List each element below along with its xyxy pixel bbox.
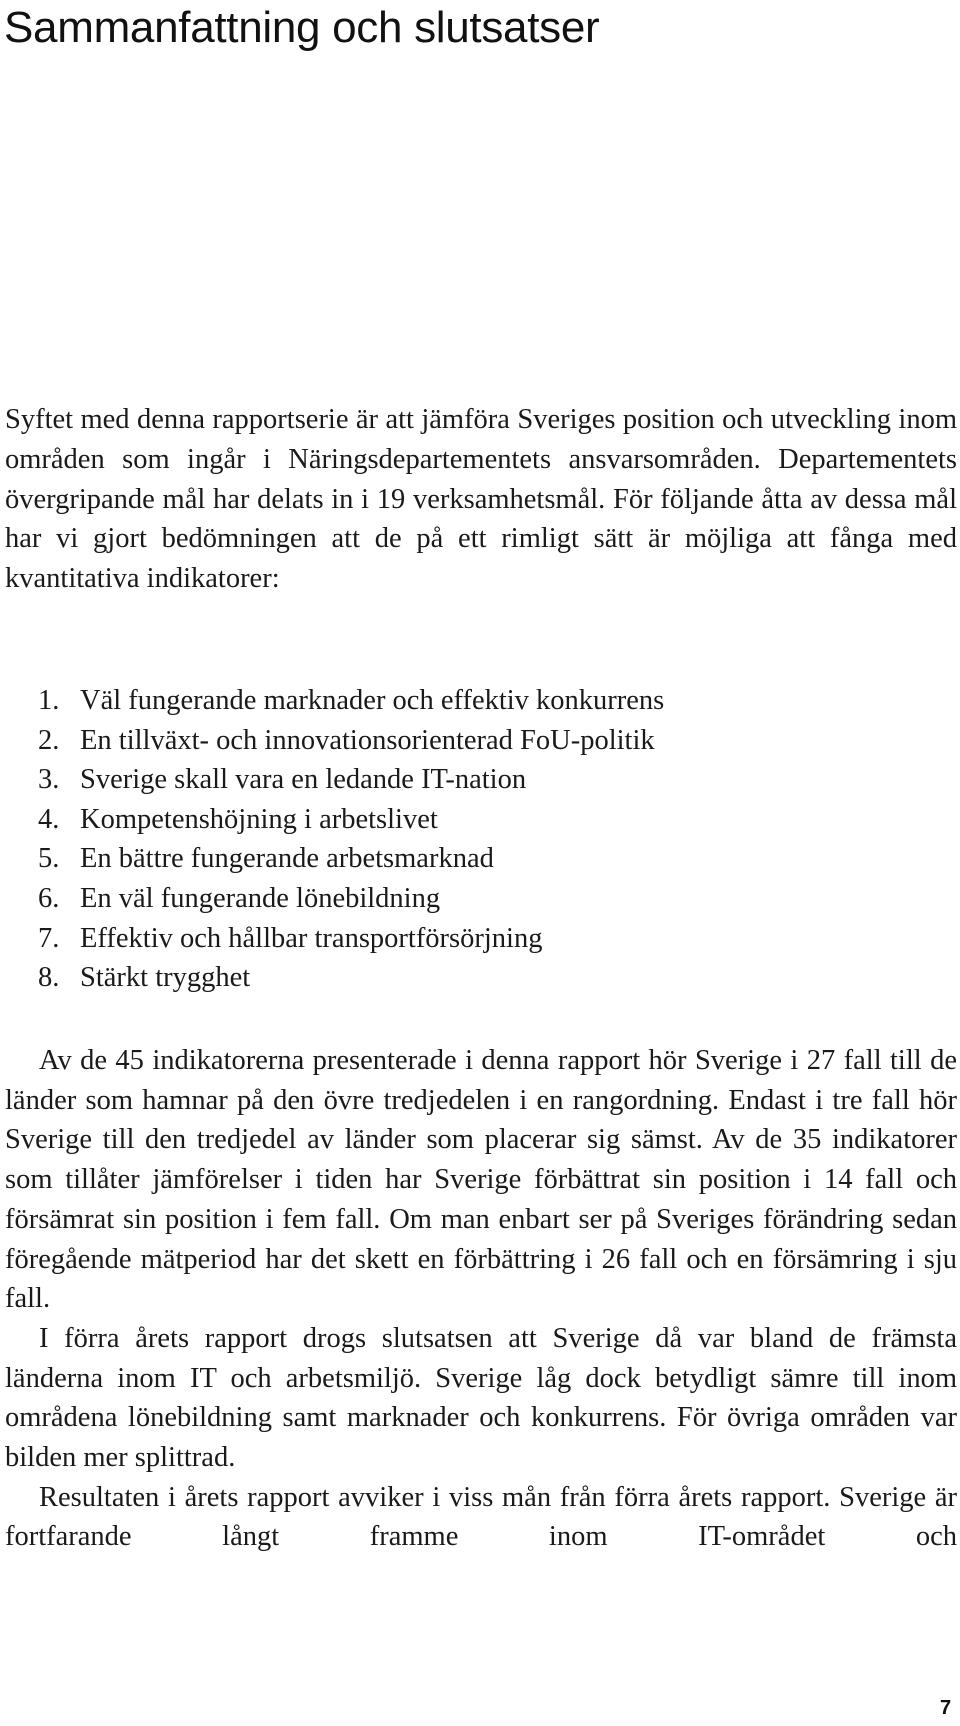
list-item-text: En tillväxt- och innovationsorienterad FoU-politik [80,724,655,756]
list-item [38,919,664,959]
list-item [38,958,664,998]
page-number: 7 [940,1697,952,1719]
list-item-number: 2. [38,724,60,756]
list-item [38,681,664,721]
list-item [38,839,664,879]
list-item-number: 3. [38,764,60,796]
goals-list [38,681,664,998]
list-item-number: 8. [38,962,60,994]
list-item [38,800,664,840]
list-item-text: En väl fungerande lönebildning [80,882,441,914]
list-item-text: Effektiv och hållbar transportförsörjning [80,922,543,954]
list-item-number: 4. [38,803,60,835]
list-item-number: 5. [38,843,60,875]
list-item-text: Väl fungerande marknader och effektiv konkurrens [80,685,665,716]
list-item-text: Sverige skall vara en ledande IT-nation [80,764,527,796]
intro-paragraph: Syftet med denna rapportserie är att jämföra Sveriges position och utveckling inom områden som ingår i Näringsdepartementets ansvarsområden. Departementets övergripande mål har delats in i 19 verksamhetsmål. För följande åtta av dessa mål har vi gjort bedömningen att de på ett rimligt sätt är möjliga att fånga med kvantitativa indikatorer: [5,404,957,595]
body-text [5,1041,957,1557]
list-item-number: 7. [38,922,60,954]
list-item [38,721,664,761]
list-item-text: Kompetenshöjning i arbetslivet [80,803,438,835]
previous-report-paragraph: I förra årets rapport drogs slutsatsen att Sverige då var bland de främsta länderna inom IT och arbetsmiljö. Sverige låg dock betydligt sämre till inom områdena lönebildning samt marknader och konkurrens. För övriga områden var bilden mer splittrad. [5,1322,957,1474]
list-item-text: Stärkt trygghet [80,962,251,994]
list-item-text: En bättre fungerande arbetsmarknad [80,843,494,875]
list-item [38,879,664,919]
page-title: Sammanfattning och slutsatser [4,3,600,52]
results-paragraph: Av de 45 indikatorerna presenterade i denna rapport hör Sverige i 27 fall till de länder som hamnar på den övre tredjedelen i en rangordning. Endast i tre fall hör Sverige till den tredjedel av länder som placerar sig sämst. Av de 35 indikatorer som tillåter jämförelser i tiden har Sverige förbättrat sin position i 14 fall och försämrat sin position i fem fall. Om man enbart ser på Sveriges förändring sedan föregående mätperiod har det skett en förbättring i 26 fall och en försämring i sju fall. [5,1045,957,1315]
list-item-number: 1. [38,685,60,716]
this-year-paragraph: Resultaten i årets rapport avviker i viss mån från förra årets rapport. Sverige är fortfarande långt framme inom IT-området och [5,1481,957,1553]
list-item [38,760,664,800]
list-item-number: 6. [38,882,60,914]
